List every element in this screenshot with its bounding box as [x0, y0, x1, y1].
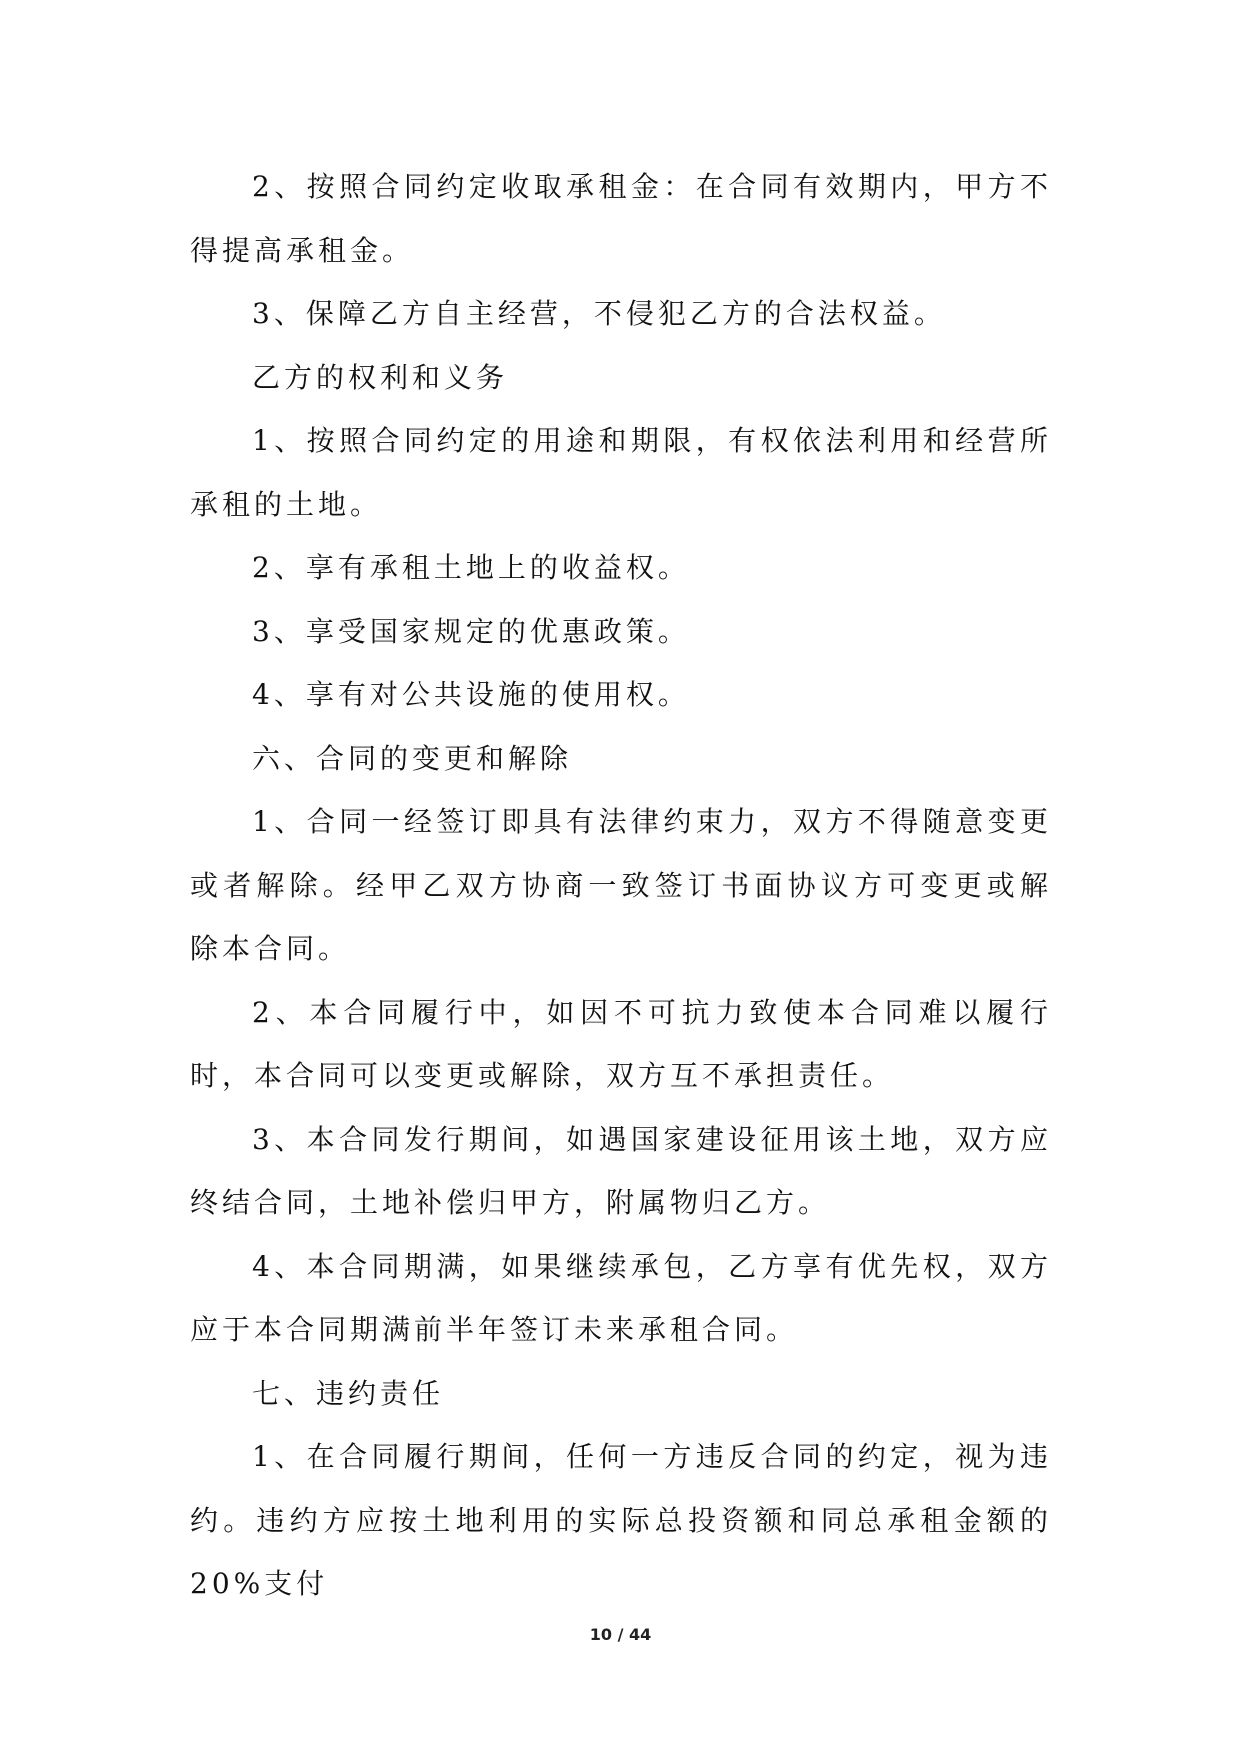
paragraph-change-3: 3、本合同发行期间，如遇国家建设征用该土地，双方应终结合同，土地补偿归甲方，附属物归乙方。	[190, 1122, 1052, 1219]
paragraph-change-2: 2、本合同履行中，如因不可抗力致使本合同难以履行时，本合同可以变更或解除，双方互不承担责任。	[190, 995, 1052, 1092]
paragraph-lessee-right-1: 1、按照合同约定的用途和期限，有权依法利用和经营所承租的土地。	[190, 424, 1052, 521]
paragraph-lessor-obligation-2: 2、按照合同约定收取承租金：在合同有效期内，甲方不得提高承租金。	[190, 170, 1052, 267]
heading-section-6: 六、合同的变更和解除	[252, 741, 573, 775]
paragraph-lessor-obligation-3: 3、保障乙方自主经营，不侵犯乙方的合法权益。	[252, 297, 946, 330]
heading-section-7: 七、违约责任	[252, 1376, 445, 1410]
document-body	[190, 155, 1052, 1616]
paragraph-change-1: 1、合同一经签订即具有法律约束力，双方不得随意变更或者解除。经甲乙双方协商一致签订书面协议方可变更或解除本合同。	[190, 805, 1052, 965]
paragraph-lessee-right-4: 4、享有对公共设施的使用权。	[252, 678, 690, 711]
page-number: 10 / 44	[589, 1625, 652, 1644]
paragraph-breach-1: 1、在合同履行期间，任何一方违反合同的约定，视为违约。违约方应按土地利用的实际总投资额和同总承租金额的20%支付	[190, 1440, 1052, 1600]
paragraph-change-4: 4、本合同期满，如果继续承包，乙方享有优先权，双方应于本合同期满前半年签订未来承租合同。	[190, 1249, 1052, 1346]
paragraph-lessee-right-3: 3、享受国家规定的优惠政策。	[252, 614, 690, 648]
heading-lessee-rights: 乙方的权利和义务	[252, 360, 509, 394]
paragraph-lessee-right-2: 2、享有承租土地上的收益权。	[252, 551, 690, 584]
